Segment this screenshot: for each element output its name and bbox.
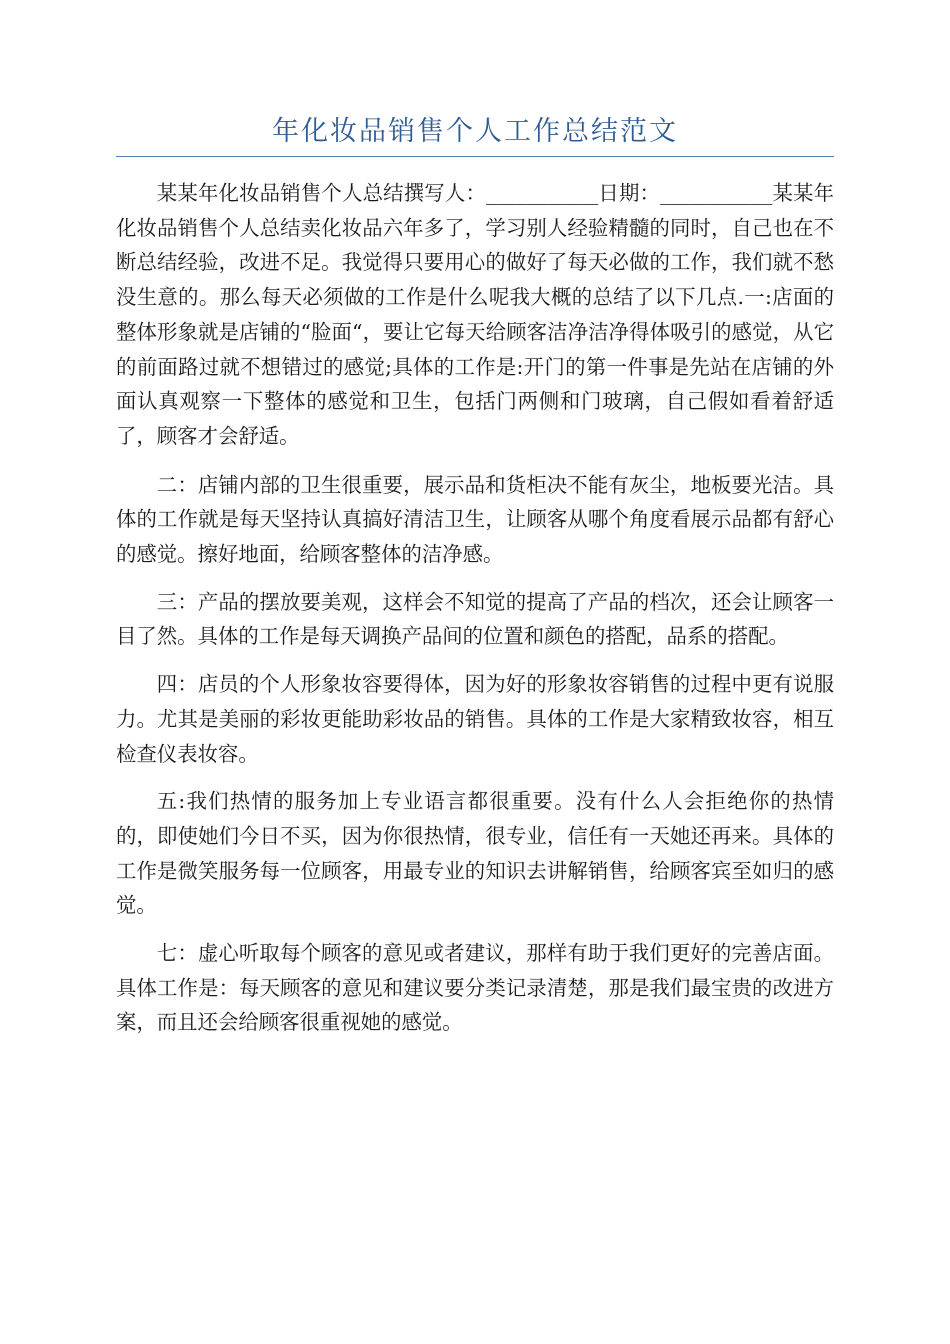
paragraph-two: 二：店铺内部的卫生很重要，展示品和货柜决不能有灰尘，地板要光洁。具体的工作就是每天坚持认真搞好清洁卫生，让顾客从哪个角度看展示品都有舒心的感觉。擦好地面，给顾客整体的洁净感。 (116, 472, 834, 567)
paragraph-seven: 七：虚心听取每个顾客的意见或者建议，那样有助于我们更好的完善店面。具体工作是：每天顾客的意见和建议要分类记录清楚，那是我们最宝贵的改进方案，而且还会给顾客很重视她的感觉。 (116, 941, 834, 1035)
paragraph-five: 五:我们热情的服务加上专业语言都很重要。没有什么人会拒绝你的热情的，即使她们今日不买，因为你很热情，很专业，信任有一天她还再来。具体的工作是微笑服务每一位顾客，用最专业的知识去讲解销售，给顾客宾至如归的感觉。 (116, 789, 834, 918)
paragraph-intro: 某某年化妆品销售个人总结撰写人：___________日期：___________某某年化妆品销售个人总结卖化妆品六年多了，学习别人经验精髓的同时，自己也在不断总结经验，改进不足。我觉得只要用心的做好了每天必做的工作，我们就不愁没生意的。那么每天必须做的工作是什么呢我大概的总结了以下几点.一:店面的整体形象就是店铺的“脸面“，要让它每天给顾客洁净洁净得体吸引的感觉，从它的前面路过就不想错过的感觉;具体的工作是:开门的第一件事是先站在店铺的外面认真观察一下整体的感觉和卫生，包括门两侧和门玻璃，自己假如看着舒适了，顾客才会舒适。 (116, 181, 834, 448)
paragraph-four: 四：店员的个人形象妆容要得体，因为好的形象妆容销售的过程中更有说服力。尤其是美丽的彩妆更能助彩妆品的销售。具体的工作是大家精致妆容，相互检查仪表妆容。 (116, 672, 834, 766)
document-title: 年化妆品销售个人工作总结范文 (272, 116, 678, 147)
paragraph-three: 三：产品的摆放要美观，这样会不知觉的提高了产品的档次，还会让顾客一目了然。具体的工作是每天调换产品间的位置和颜色的搭配，品系的搭配。 (116, 589, 834, 649)
title-block (116, 112, 834, 157)
document-body (116, 176, 834, 1053)
